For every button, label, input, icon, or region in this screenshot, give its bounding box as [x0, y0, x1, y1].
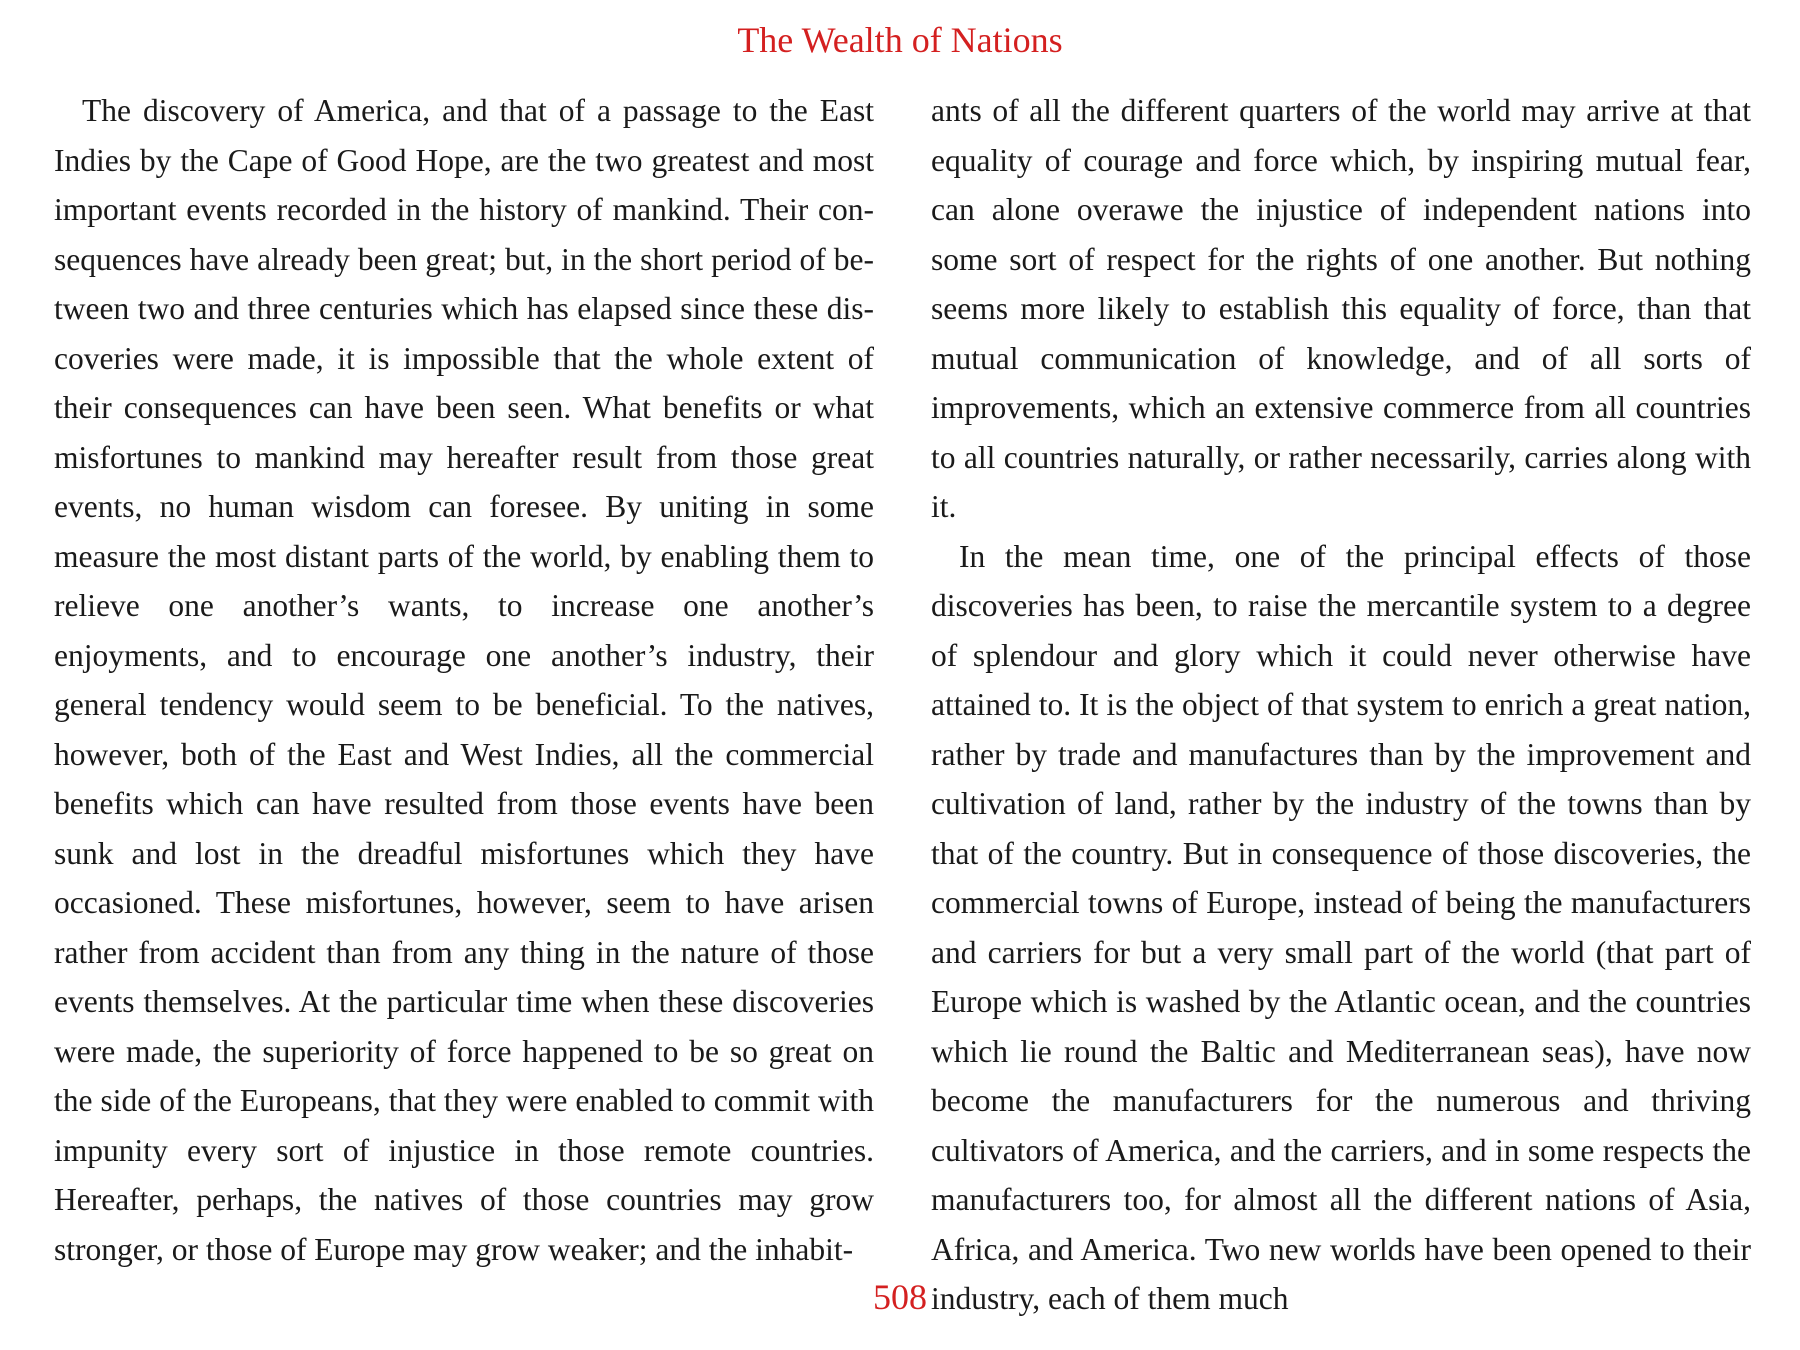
page-number: 508 — [873, 1277, 927, 1317]
paragraph: In the mean time, one of the principal effects of those discoveries has been, to raise the mercantile system to a degree of splendour and glory which it could never otherwise have attained to. It is the object of that system to enrich a great nation, rather by trade and manufactures than by the improvement and cultivation of land, rather by the industry of the towns than by that of the country. But in consequence of those discoveries, the commercial towns of Europe, instead of being the manufacturers and carriers for but a very small part of the world (that part of Europe which is washed by the Atlantic ocean, and the countries which lie round the Baltic and Mediterranean seas), have now become the manufacturers for the numerous and thriving cultivators of America, and the carriers, and in some respects the manufacturers too, for almost all the different nations of Asia, Africa, and America. Two new worlds have been opened to their industry, each of them much — [931, 538, 1751, 1316]
running-title: The Wealth of Nations — [737, 20, 1063, 60]
paragraph-continued: ants of all the different quarters of the world may arrive at that equality of courage and force which, by inspiring mutual fear, can alone overawe the injustice of independent nations into some sort of respect for the rights of one another. But nothing seems more likely to establish this equality of force, than that mutual communication of knowledge, and of all sorts of improvements, which an extensive commerce from all countries to all countries naturally, or rather necessarily, carries along with it. — [931, 93, 1751, 524]
left-column — [54, 86, 874, 1274]
paragraph: The discovery of America, and that of a passage to the East Indies by the Cape of Good Hope, are the two greatest and most important events recorded in the history of mankind. Their consequences have already been great; but, in the short period of between two and three centuries which has elapsed since these discoveries were made, it is impossible that the whole extent of their consequences can have been seen. What benefits or what misfortunes to mankind may hereafter result from those great events, no human wisdom can foresee. By uniting in some measure the most distant parts of the world, by enabling them to relieve one another’s wants, to increase one another’s enjoyments, and to encourage one another’s industry, their general tendency would seem to be beneficial. To the natives, however, both of the East and West Indies, all the commercial benefits which can have resulted from those events have been sunk and lost in the dreadful misfortunes which they have occasioned. These misfortunes, however, seem to have arisen rather from accident than from any thing in the nature of those events themselves. At the particular time when these discoveries were made, the superiority of force happened to be so great on the side of the Europeans, that they were enabled to commit with impunity every sort of injustice in those remote countries. Hereafter, perhaps, the natives of those countries may grow stronger, or those of Europe may grow weaker; and the inhabit- — [54, 93, 874, 1267]
right-column — [931, 86, 1751, 1324]
